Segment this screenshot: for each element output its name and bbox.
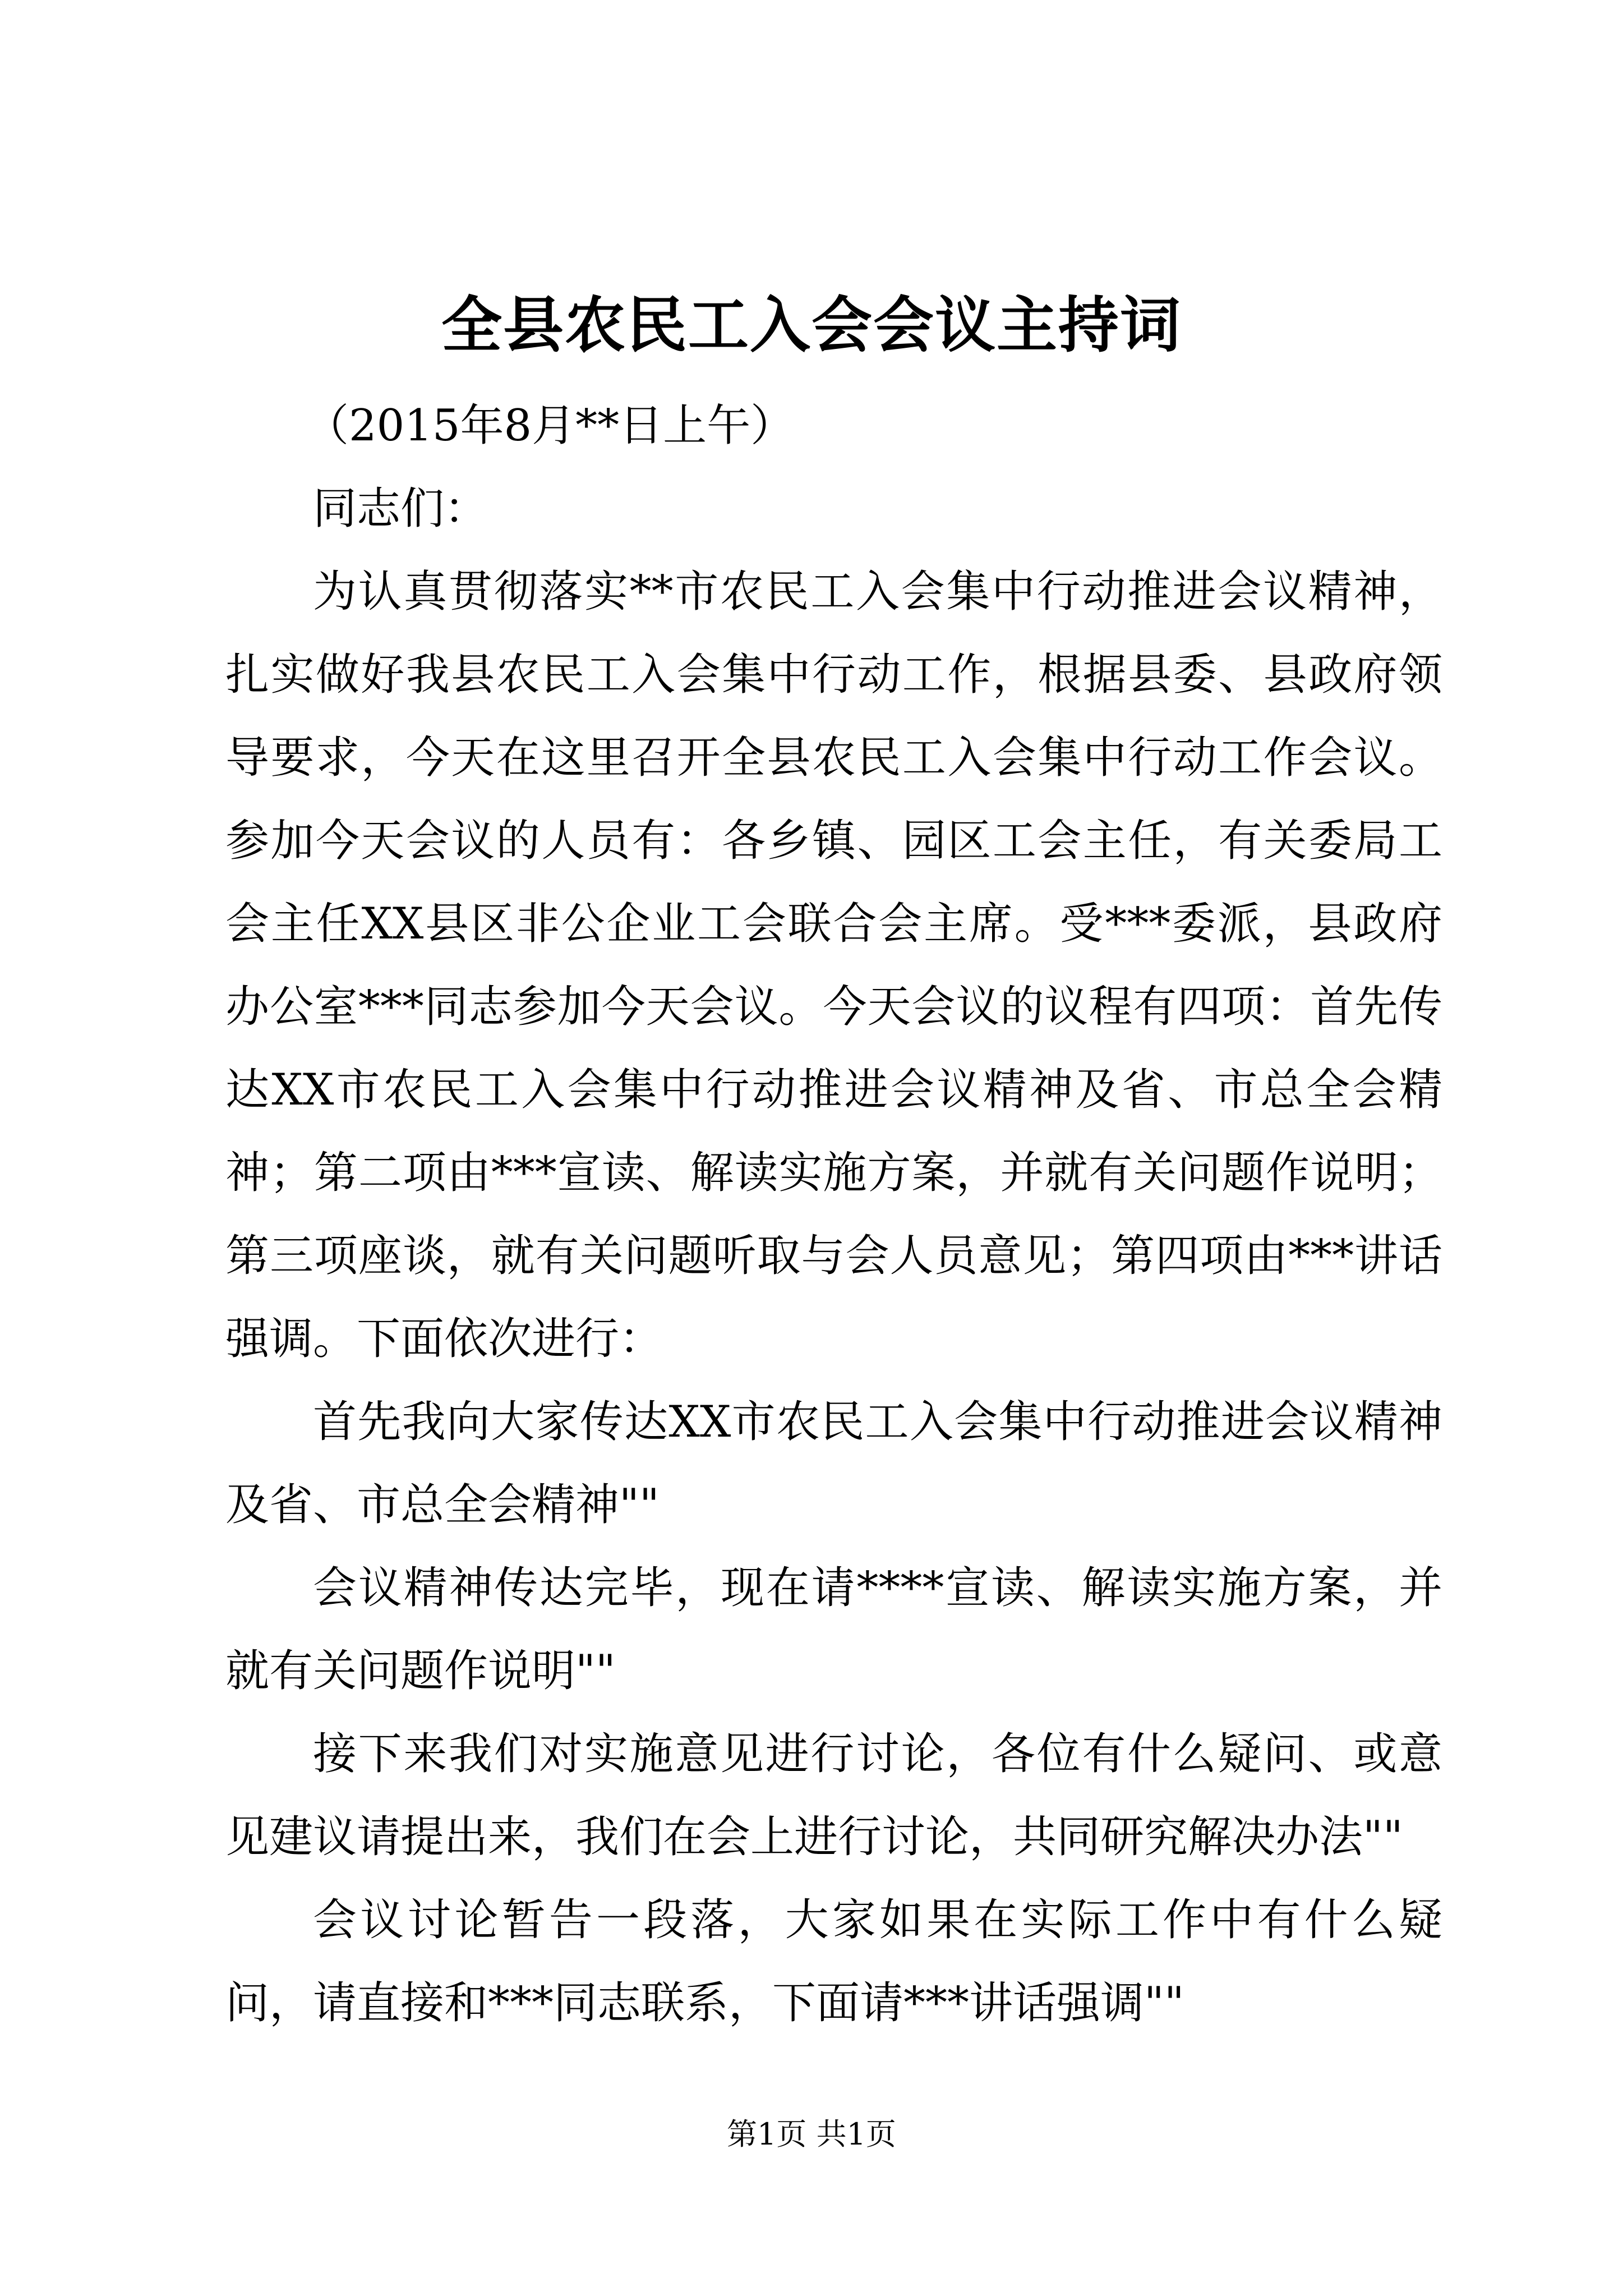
paragraph-item-2: 会议精神传达完毕，现在请****宣读、解读实施方案，并就有关问题作说明"": [225, 1563, 1442, 1696]
document-title: 全县农民工入会会议主持词: [441, 290, 1182, 361]
paragraph-item-4: 会议讨论暂告一段落，大家如果在实际工作中有什么疑问，请直接和***同志联系，下面请***讲话强调"": [225, 1895, 1442, 2028]
document-body: [225, 384, 1442, 2045]
salutation: 同志们：: [313, 484, 488, 534]
date-line: （2015年8月**日上午）: [305, 401, 795, 451]
paragraph-item-1: 首先我向大家传达XX市农民工入会集中行动推进会议精神及省、市总全会精神"": [225, 1397, 1442, 1530]
paragraph-intro: 为认真贯彻落实**市农民工入会集中行动推进会议精神，扎实做好我县农民工入会集中行动工作，根据县委、县政府领导要求，今天在这里召开全县农民工入会集中行动工作会议。参加今天会议的人员有：各乡镇、园区工会主任，有关委局工会主任XX县区非公企业工会联合会主席。受***委派，县政府办公室***同志参加今天会议。今天会议的议程有四项：首先传达XX市农民工入会集中行动推进会议精神及省、市总全会精神；第二项由***宣读、解读实施方案，并就有关问题作说明；第三项座谈，就有关问题听取与会人员意见；第四项由***讲话强调。下面依次进行：: [225, 567, 1442, 1364]
paragraph-item-3: 接下来我们对实施意见进行讨论，各位有什么疑问、或意见建议请提出来，我们在会上进行讨论，共同研究解决办法"": [225, 1729, 1442, 1862]
page-footer: 第1页 共1页: [727, 2116, 896, 2152]
